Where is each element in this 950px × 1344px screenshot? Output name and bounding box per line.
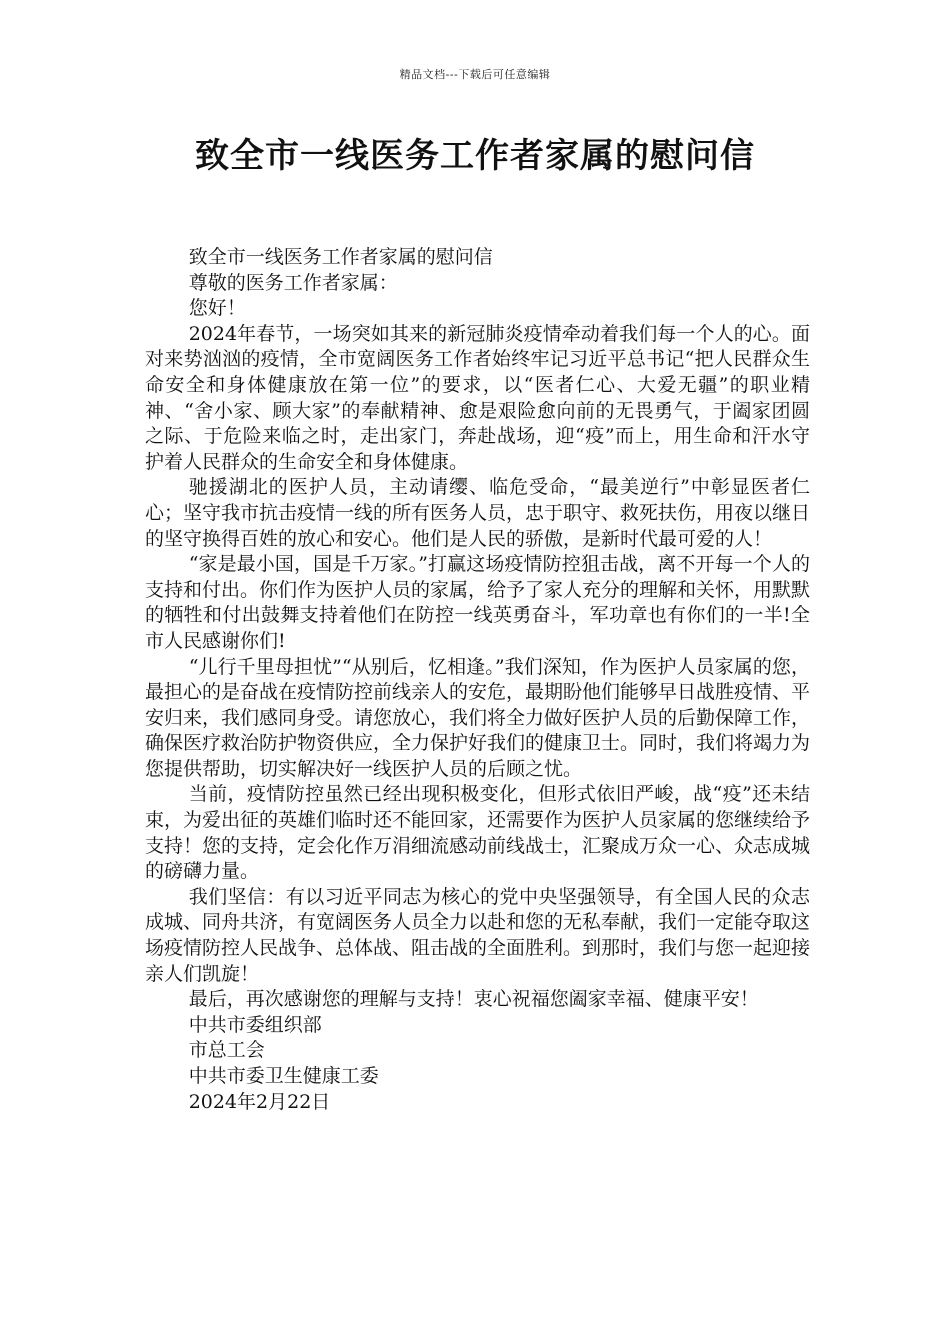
- paragraph: 驰援湖北的医护人员，主动请缨、临危受命，“最美逆行”中彰显医者仁心；坚守我市抗击疫情一线的所有医务人员，忠于职守、救死扶伤，用夜以继日的坚守换得百姓的放心和安心。他们是人民的骄傲，是新时代最可爱的人！: [145, 476, 811, 550]
- greeting: 您好！: [188, 297, 246, 320]
- document-title: 致全市一线医务工作者家属的慰问信: [195, 136, 755, 176]
- paragraph: “儿行千里母担忧”“从别后，忆相逢。”我们深知，作为医护人员家属的您，最担心的是奋战在疫情防控前线亲人的安危，最期盼他们能够早日战胜疫情、平安归来，我们感同身受。请您放心，我们将全力做好医护人员的后勤保障工作，确保医疗救治防护物资供应，全力保护好我们的健康卫士。同时，我们将竭力为您提供帮助，切实解决好一线医护人员的后顾之忧。: [145, 655, 811, 780]
- letter-body: [145, 245, 810, 1115]
- header-note: 精品文档---下载后可任意编辑: [399, 68, 551, 81]
- letter-subtitle-line: 致全市一线医务工作者家属的慰问信: [188, 246, 493, 268]
- signature-organization-dept: 中共市委组织部: [188, 1013, 322, 1036]
- signature-health-committee: 中共市委卫生健康工委: [188, 1065, 379, 1087]
- salutation: 尊敬的医务工作者家属：: [188, 271, 398, 294]
- paragraph: 当前，疫情防控虽然已经出现积极变化，但形式依旧严峻，战“疫”还未结束，为爱出征的英雄们临时还不能回家，还需要作为医护人员家属的您继续给予支持！您的支持，定会化作万涓细流感动前线战士，汇聚成万众一心、众志成城的磅礴力量。: [145, 783, 811, 883]
- paragraph: 2024年春节，一场突如其来的新冠肺炎疫情牵动着我们每一个人的心。面对来势汹汹的疫情，全市宽阔医务工作者始终牢记习近平总书记“把人民群众生命安全和身体健康放在第一位”的要求，以“医者仁心、大爱无疆”的职业精神、“舍小家、顾大家”的奉献精神、愈是艰险愈向前的无畏勇气，于阖家团圆之际、于危险来临之时，走出家门，奔赴战场，迎“疫”而上，用生命和汗水守护着人民群众的生命安全和身体健康。: [145, 322, 810, 473]
- signature-trade-union: 市总工会: [188, 1039, 265, 1062]
- paragraph: 最后，再次感谢您的理解与支持！衷心祝福您阖家幸福、健康平安！: [188, 988, 759, 1011]
- paragraph: “家是最小国，国是千万家。”打赢这场疫情防控狙击战，离不开每一个人的支持和付出。你们作为医护人员的家属，给予了家人充分的理解和关怀，用默默的牺牲和付出鼓舞支持着他们在防控一线英勇奋斗，军功章也有你们的一半!全市人民感谢你们!: [145, 553, 811, 652]
- letter-date: 2024年2月22日: [188, 1090, 331, 1113]
- paragraph: 我们坚信：有以习近平同志为核心的党中央坚强领导，有全国人民的众志成城、同舟共济，有宽阔医务人员全力以赴和您的无私奉献，我们一定能夺取这场疫情防控人民战争、总体战、阻击战的全面胜利。到那时，我们与您一起迎接亲人们凯旋！: [145, 885, 811, 985]
